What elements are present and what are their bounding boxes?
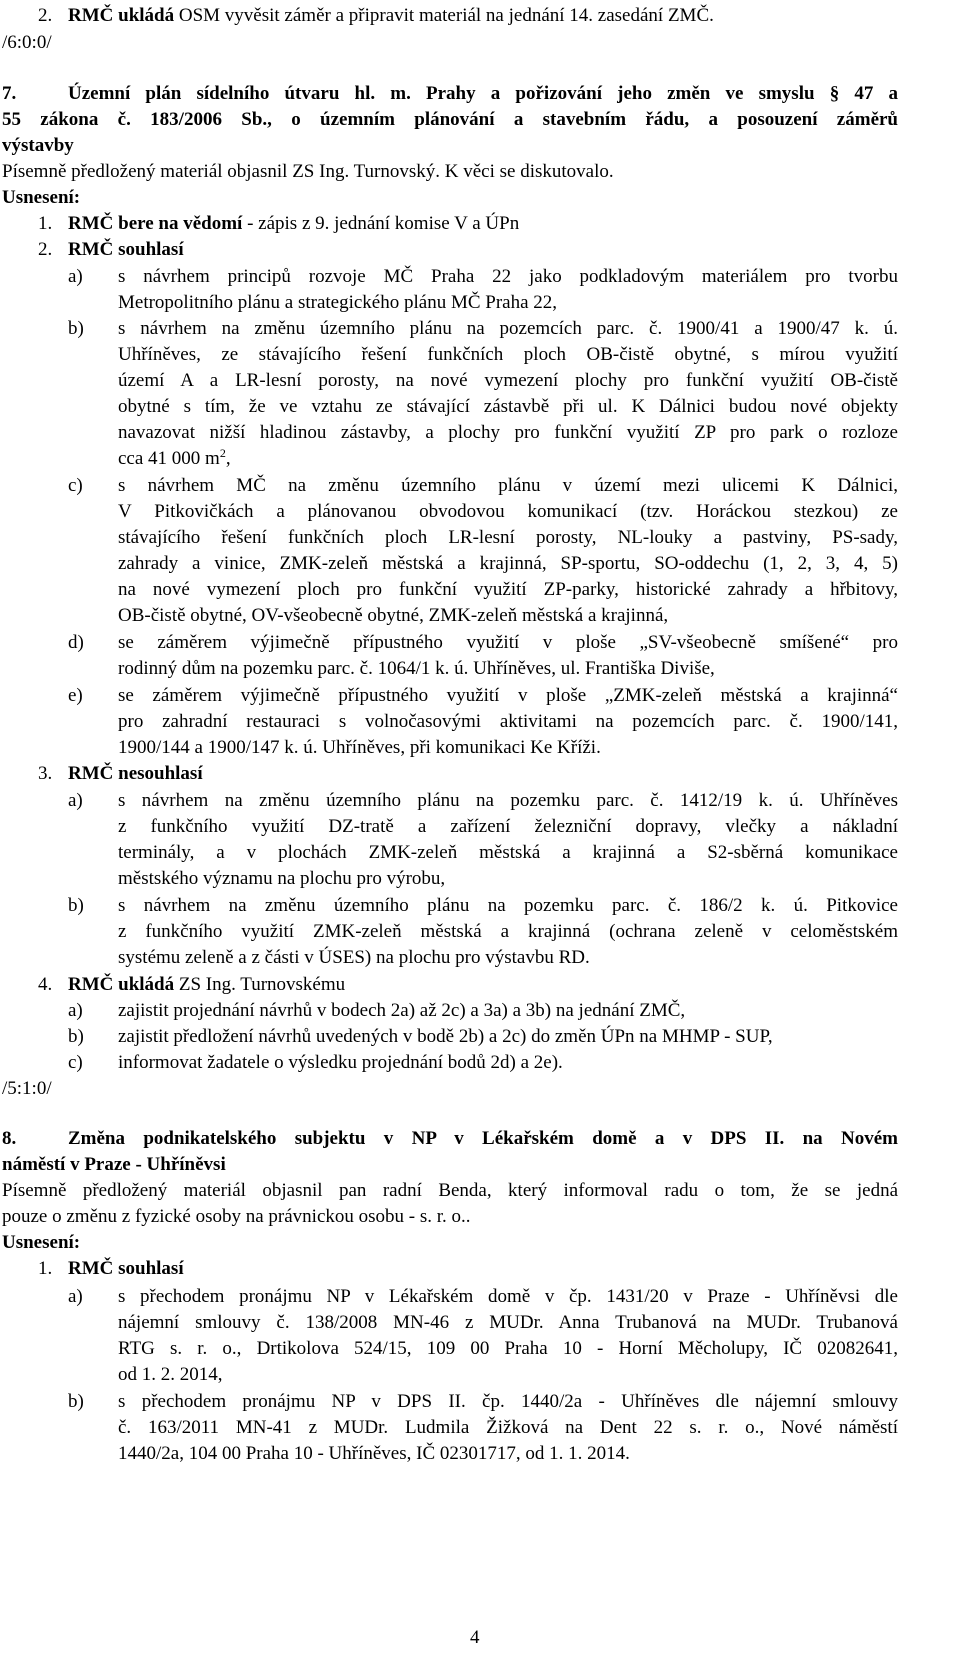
s8-a-line2: nájemní smlouvy č. 138/2008 MN-46 z MUDr. Anna Trubanová na MUDr. Trubanová bbox=[118, 1312, 898, 1333]
s7-ub-label: b) bbox=[68, 1026, 84, 1047]
s8-b-line3: 1440/2a, 104 00 Praha 10 - Uhříněves, IČ 02301717, od 1. 1. 2014. bbox=[118, 1443, 630, 1464]
s7-b-line2: Uhříněves, ze stávajícího řešení funkčních ploch OB-čistě obytné, s mírou využití bbox=[118, 344, 898, 365]
s7-c-line1: s návrhem MČ na změnu územního plánu v území mezi ulicemi K Dálnici, bbox=[118, 475, 898, 496]
s7-c-line4: zahrady a vinice, ZMK-zeleň městská a krajinná, SP-sportu, SO-oddechu (1, 2, 3, 4, 5) bbox=[118, 553, 898, 574]
s7-ua-label: a) bbox=[68, 1000, 83, 1021]
s8-a-line3: RTG s. r. o., Drtikolova 524/15, 109 00 Praha 10 - Horní Měcholupy, IČ 02082641, bbox=[118, 1338, 898, 1359]
s7-r2-number: 2. bbox=[38, 239, 53, 260]
s7-c-line5: na nové vymezení ploch pro funkční využití ZP-parky, historické zahrady a hřbitovy, bbox=[118, 579, 898, 600]
s7-a-line2: Metropolitního plánu a strategického plánu MČ Praha 22, bbox=[118, 292, 558, 313]
section-7-title-line3: výstavby bbox=[2, 135, 74, 156]
s7-b-area: cca 41 000 m bbox=[118, 448, 220, 469]
section-8-title-line2: náměstí v Praze - Uhříněvsi bbox=[2, 1154, 226, 1175]
s8-r1-bold: RMČ souhlasí bbox=[68, 1258, 184, 1279]
s7-ua-text: zajistit projednání návrhů v bodech 2a) až 2c) a 3a) a 3b) na jednání ZMČ, bbox=[118, 1000, 686, 1021]
s7-nb-line1: s návrhem na změnu územního plánu na pozemku parc. č. 186/2 k. ú. Pitkovice bbox=[118, 895, 898, 916]
s7-r1-rest: - zápis z 9. jednání komise V a ÚPn bbox=[242, 213, 520, 234]
section-8-title-line1: Změna podnikatelského subjektu v NP v Lékařském domě a v DPS II. na Novém bbox=[68, 1128, 898, 1149]
s7-d-line2: rodinný dům na pozemku parc. č. 1064/1 k. ú. Uhříněves, ul. Františka Diviše, bbox=[118, 658, 715, 679]
s7-e-line1: se záměrem výjimečně přípustného využití v ploše „ZMK-zeleň městská a krajinná“ bbox=[118, 685, 898, 706]
s7-b-line1: s návrhem na změnu územního plánu na pozemcích parc. č. 1900/41 a 1900/47 k. ú. bbox=[118, 318, 898, 339]
s8-b-label: b) bbox=[68, 1391, 84, 1412]
s7-b-line3: území A a LR-lesní porosty, na nové vymezení plochy pro funkční využití OB-čistě bbox=[118, 370, 898, 391]
s7-c-line2: V Pitkovičkách a plánovanou obvodovou komunikací (tzv. Horáckou stezkou) ze bbox=[118, 501, 898, 522]
s7-r3-bold: RMČ nesouhlasí bbox=[68, 763, 203, 784]
s7-r4-text bbox=[68, 972, 345, 998]
s8-a-line1: s přechodem pronájmu NP v Lékařském domě v čp. 1431/20 v Praze - Uhříněvsi dle bbox=[118, 1286, 898, 1307]
item-2-rest: OSM vyvěsit záměr a připravit materiál na jednání 14. zasedání ZMČ. bbox=[174, 5, 714, 26]
s7-b-label: b) bbox=[68, 318, 84, 339]
s7-d-label: d) bbox=[68, 632, 84, 653]
item-2-bold: RMČ ukládá bbox=[68, 5, 175, 26]
s7-r3-number: 3. bbox=[38, 763, 53, 784]
s7-r2-bold: RMČ souhlasí bbox=[68, 239, 184, 260]
s7-r4-number: 4. bbox=[38, 974, 53, 995]
s7-b-sup: 2 bbox=[219, 446, 226, 460]
s7-d-line1: se záměrem výjimečně přípustného využití v ploše „SV-všeobecně smíšené“ pro bbox=[118, 632, 898, 653]
s7-e-line3: 1900/144 a 1900/147 k. ú. Uhříněves, při komunikaci Ke Kříži. bbox=[118, 737, 601, 758]
s7-na-label: a) bbox=[68, 790, 83, 811]
s7-ub-text: zajistit předložení návrhů uvedených v bodě 2b) a 2c) do změn ÚPn na MHMP - SUP, bbox=[118, 1026, 773, 1047]
s7-b-line4: obytné s tím, že ve vztahu ze stávající zástavbě při ul. K Dálnici budou nové objekty bbox=[118, 396, 898, 417]
section-7-intro: Písemně předložený materiál objasnil ZS Ing. Turnovský. K věci se diskutovalo. bbox=[2, 161, 614, 182]
s7-e-line2: pro zahradní restauraci s volnočasovými aktivitami na pozemcích parc. č. 1900/141, bbox=[118, 711, 898, 732]
s7-a-label: a) bbox=[68, 266, 83, 287]
s7-a-line1: s návrhem principů rozvoje MČ Praha 22 jako podkladovým materiálem pro tvorbu bbox=[118, 266, 898, 287]
resolution-code-1: /6:0:0/ bbox=[2, 32, 52, 53]
section-8-intro-line2: pouze o změnu z fyzické osoby na právnickou osobu - s. r. o.. bbox=[2, 1206, 471, 1227]
s7-uc-label: c) bbox=[68, 1052, 83, 1073]
section-8-number: 8. bbox=[2, 1128, 17, 1149]
s7-b-end: , bbox=[225, 448, 231, 469]
s8-r1-number: 1. bbox=[38, 1258, 53, 1279]
section-8-intro-line1: Písemně předložený materiál objasnil pan radní Benda, který informoval radu o tom, že se jedná bbox=[2, 1180, 898, 1201]
s7-c-line6: OB-čistě obytné, OV-všeobecně obytné, ZMK-zeleň městská a krajinná, bbox=[118, 605, 669, 626]
s7-r1-bold: RMČ bere na vědomí bbox=[68, 213, 243, 234]
s7-r4-bold: RMČ ukládá bbox=[68, 974, 175, 995]
s8-a-line4: od 1. 2. 2014, bbox=[118, 1364, 223, 1385]
s8-b-line1: s přechodem pronájmu NP v DPS II. čp. 1440/2a - Uhříněves dle nájemní smlouvy bbox=[118, 1391, 898, 1412]
s7-nb-label: b) bbox=[68, 895, 84, 916]
section-7-title-line1: Územní plán sídelního útvaru hl. m. Prahy a pořizování jeho změn ve smyslu § 47 a bbox=[68, 83, 898, 104]
s7-nb-line2: z funkčního využití ZMK-zeleň městská a krajinná (ochrana zeleně v celoměstském bbox=[118, 921, 898, 942]
item-2-text bbox=[68, 3, 714, 29]
s7-uc-text: informovat žadatele o výsledku projednání bodů 2d) a 2e). bbox=[118, 1052, 563, 1073]
s7-na-line2: z funkčního využití DZ-tratě a zařízení železniční dopravy, vlečky a nákladní bbox=[118, 816, 898, 837]
s7-b-line6 bbox=[118, 446, 231, 472]
s8-a-label: a) bbox=[68, 1286, 83, 1307]
section-8-usneseni: Usnesení: bbox=[2, 1232, 81, 1253]
s7-na-line1: s návrhem na změnu územního plánu na pozemku parc. č. 1412/19 k. ú. Uhříněves bbox=[118, 790, 898, 811]
s7-r4-rest: ZS Ing. Turnovskému bbox=[174, 974, 346, 995]
s7-c-line3: stávajícího řešení funkčních ploch LR-lesní porosty, NL-louky a pastviny, PS-sady, bbox=[118, 527, 898, 548]
s7-na-line4: městského významu na plochu pro výrobu, bbox=[118, 868, 446, 889]
s7-na-line3: terminály, a v plochách ZMK-zeleň městská a krajinná a S2-sběrná komunikace bbox=[118, 842, 898, 863]
section-7-title-line2: 55 zákona č. 183/2006 Sb., o územním plánování a stavebním řádu, a posouzení záměrů bbox=[2, 109, 898, 130]
s7-b-line5: navazovat nižší hladinou zástavby, a plochy pro funkční využití ZP pro park o rozloze bbox=[118, 422, 898, 443]
section-7-number: 7. bbox=[2, 83, 17, 104]
resolution-code-2: /5:1:0/ bbox=[2, 1078, 52, 1099]
s7-r1-number: 1. bbox=[38, 213, 53, 234]
s7-r1-text bbox=[68, 211, 519, 237]
s7-nb-line3: systému zeleně a z části v ÚSES) na plochu pro výstavbu RD. bbox=[118, 947, 590, 968]
page-number: 4 bbox=[470, 1627, 480, 1648]
s7-e-label: e) bbox=[68, 685, 83, 706]
section-7-usneseni: Usnesení: bbox=[2, 187, 81, 208]
s7-c-label: c) bbox=[68, 475, 83, 496]
s8-b-line2: č. 163/2011 MN-41 z MUDr. Ludmila Žižková na Dent 22 s. r. o., Nové náměstí bbox=[118, 1417, 898, 1438]
item-2-number: 2. bbox=[38, 5, 53, 26]
